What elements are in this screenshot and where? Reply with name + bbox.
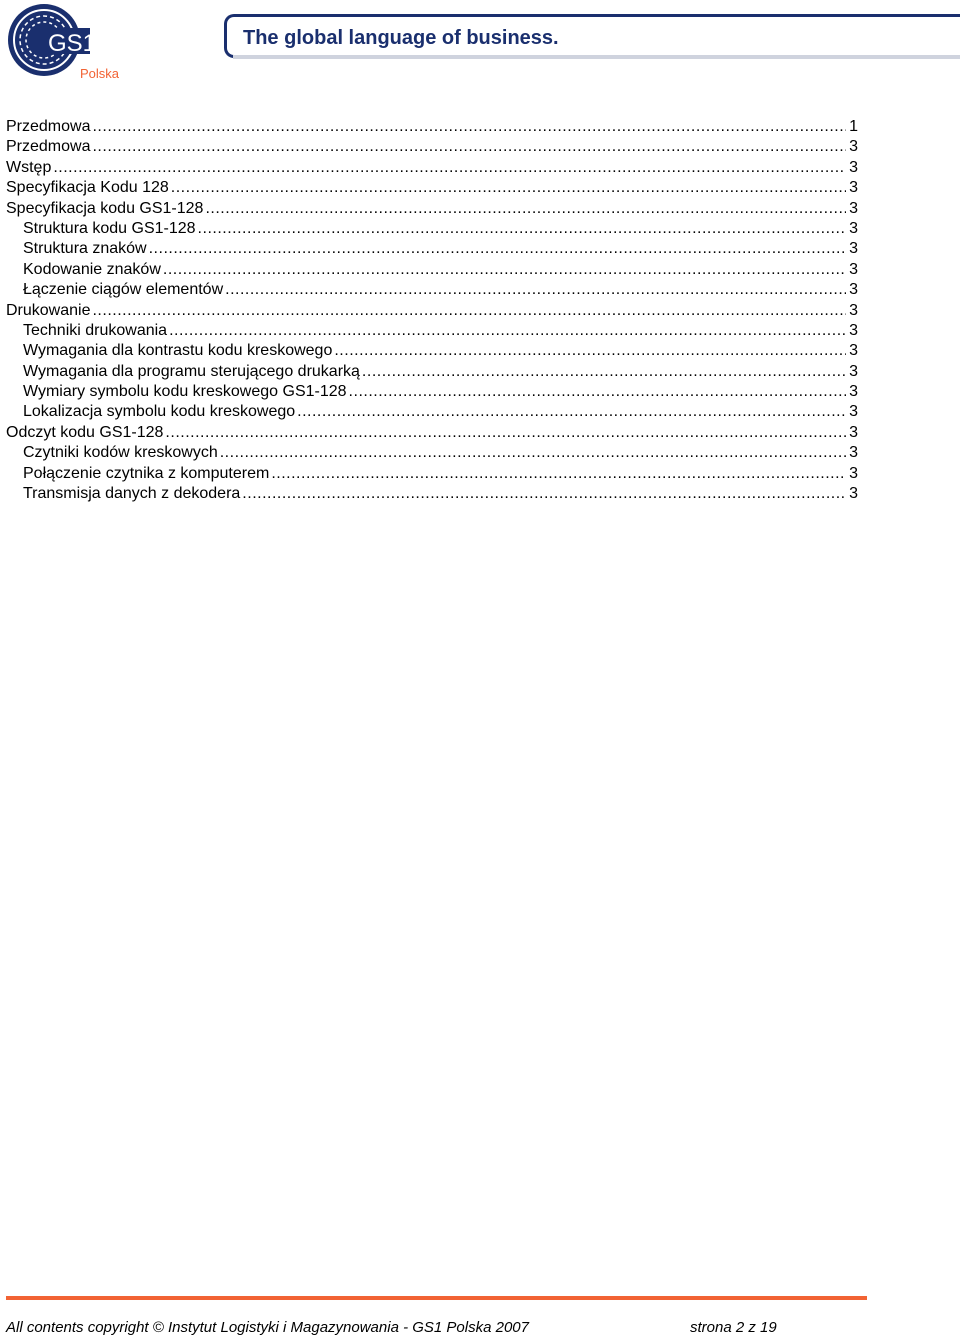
toc-entry-page: 3 (849, 464, 858, 482)
toc-entry-label: Odczyt kodu GS1-128 (6, 423, 164, 441)
tagline-shadow (233, 55, 960, 59)
toc-entry-label: Wymiary symbolu kodu kreskowego GS1-128 (23, 383, 347, 401)
toc-entry-label: Lokalizacja symbolu kodu kreskowego (23, 403, 296, 421)
toc-entry[interactable] (6, 178, 858, 198)
toc-entry-page: 3 (849, 485, 858, 503)
toc-dot-leader (297, 402, 846, 422)
toc-entry-label: Kodowanie znaków (23, 260, 161, 278)
toc-entry[interactable] (6, 341, 858, 361)
toc-dot-leader (149, 239, 846, 259)
toc-entry[interactable] (6, 199, 858, 219)
toc-dot-leader (169, 321, 846, 341)
toc-dot-leader (242, 484, 846, 504)
toc-entry-page: 3 (849, 444, 858, 462)
logo-subtext: Polska (80, 66, 120, 81)
toc-entry-page: 1 (849, 118, 858, 135)
toc-entry[interactable] (6, 362, 858, 382)
toc-entry-label: Transmisja danych z dekodera (23, 485, 241, 503)
toc-dot-leader (92, 137, 846, 157)
toc-dot-leader (225, 280, 846, 300)
toc-entry-page: 3 (849, 179, 858, 197)
toc-entry-page: 3 (849, 403, 858, 421)
logo-text: GS1 (48, 30, 97, 57)
toc-dot-leader (171, 178, 846, 198)
toc-entry-label: Wstęp (6, 158, 52, 176)
toc-entry[interactable] (6, 239, 858, 259)
toc-dot-leader (271, 464, 846, 484)
toc-entry-page: 3 (849, 321, 858, 339)
toc-entry[interactable] (6, 260, 858, 280)
toc-entry-label: Przedmowa (6, 138, 91, 156)
toc-entry[interactable] (6, 484, 858, 504)
toc-dot-leader (92, 117, 846, 137)
toc-entry-page: 3 (849, 199, 858, 217)
toc-entry-label: Wymagania dla kontrastu kodu kreskowego (23, 342, 333, 360)
toc-entry[interactable] (6, 321, 858, 341)
toc-entry[interactable] (6, 301, 858, 321)
toc-entry-page: 3 (849, 342, 858, 360)
toc-entry-page: 3 (849, 158, 858, 176)
toc-entry-label: Czytniki kodów kreskowych (23, 444, 218, 462)
toc-dot-leader (220, 443, 846, 463)
toc-entry[interactable] (6, 382, 858, 402)
toc-entry-page: 3 (849, 383, 858, 401)
toc-entry-label: Wymagania dla programu sterującego drukarką (23, 362, 360, 380)
toc-entry-label: Struktura znaków (23, 240, 147, 258)
table-of-contents (6, 117, 858, 504)
toc-entry-page: 3 (849, 240, 858, 258)
toc-entry-label: Przedmowa (6, 118, 91, 135)
toc-entry[interactable] (6, 423, 858, 443)
toc-dot-leader (163, 260, 846, 280)
gs1-polska-logo (4, 2, 130, 84)
toc-entry-label: Specyfikacja kodu GS1-128 (6, 199, 204, 217)
toc-entry[interactable] (6, 464, 858, 484)
toc-dot-leader (205, 199, 846, 219)
toc-entry-label: Łączenie ciągów elementów (23, 281, 224, 299)
toc-entry[interactable] (6, 443, 858, 463)
toc-entry-page: 3 (849, 260, 858, 278)
toc-dot-leader (334, 341, 846, 361)
toc-entry-label: Specyfikacja Kodu 128 (6, 179, 169, 197)
toc-entry-page: 3 (849, 362, 858, 380)
tagline-banner (224, 14, 960, 58)
toc-entry[interactable] (6, 137, 858, 157)
gs1-logo-icon (4, 2, 130, 84)
footer-divider (6, 1296, 867, 1300)
toc-entry[interactable] (6, 402, 858, 422)
toc-entry[interactable] (6, 219, 858, 239)
toc-dot-leader (349, 382, 847, 402)
toc-dot-leader (362, 362, 846, 382)
toc-entry[interactable] (6, 158, 858, 178)
toc-dot-leader (53, 158, 846, 178)
toc-entry[interactable] (6, 117, 858, 137)
toc-entry-page: 3 (849, 138, 858, 156)
toc-entry-page: 3 (849, 423, 858, 441)
footer-page-indicator: strona 2 z 19 (690, 1319, 777, 1336)
toc-entry-page: 3 (849, 219, 858, 237)
toc-entry-label: Drukowanie (6, 301, 91, 319)
tagline-text: The global language of business. (243, 27, 559, 49)
toc-entry-label: Połączenie czytnika z komputerem (23, 464, 270, 482)
toc-entry-label: Techniki drukowania (23, 321, 168, 339)
toc-dot-leader (165, 423, 846, 443)
toc-entry[interactable] (6, 280, 858, 300)
footer-copyright: All contents copyright © Instytut Logistyki i Magazynowania - GS1 Polska 2007 (6, 1319, 529, 1336)
toc-entry-page: 3 (849, 281, 858, 299)
toc-dot-leader (198, 219, 847, 239)
toc-entry-page: 3 (849, 301, 858, 319)
toc-entry-label: Struktura kodu GS1-128 (23, 219, 196, 237)
toc-dot-leader (92, 301, 846, 321)
